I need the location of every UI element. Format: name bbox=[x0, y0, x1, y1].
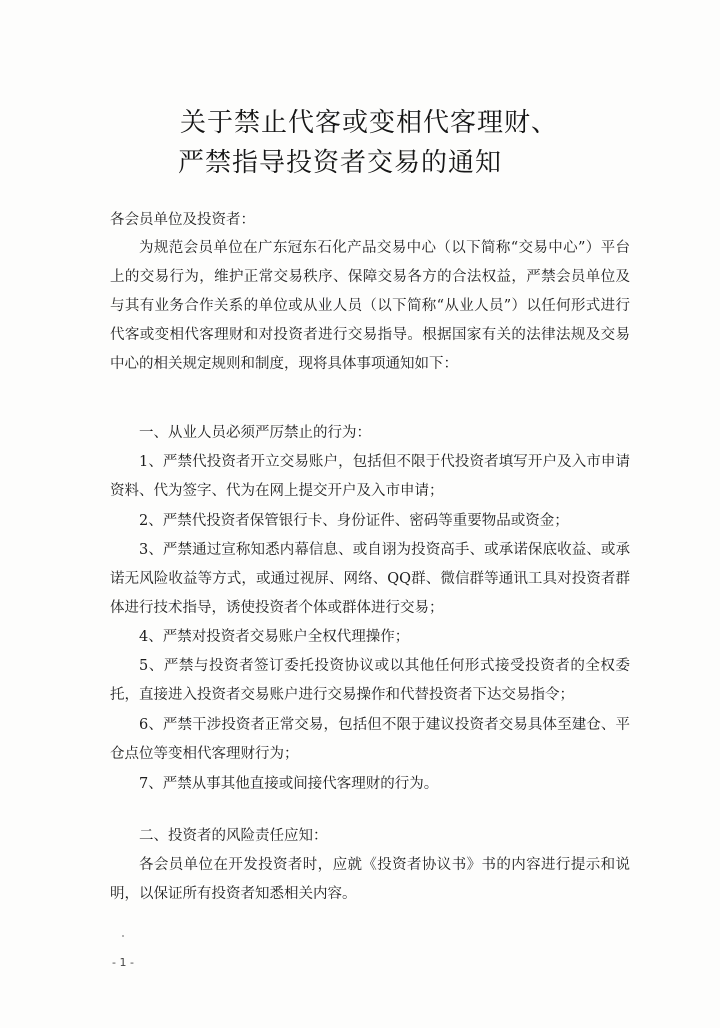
section-1-item-3: 3、严禁通过宣称知悉内幕信息、或自诩为投资高手、或承诺保底收益、或承诺无风险收益等方式，或通过视屏、网络、QQ群、微信群等通讯工具对投资者群体进行技术指导，诱使投资者个体或群体进行交易； bbox=[110, 542, 630, 616]
document-title-line-1: 关于禁止代客或变相代客理财、 bbox=[179, 108, 558, 138]
section-1-item-5: 5、严禁与投资者签订委托投资协议或以其他任何形式接受投资者的全权委托，直接进入投资者交易账户进行交易操作和代替投资者下达交易指令； bbox=[110, 658, 630, 703]
document-title-line-2: 严禁指导投资者交易的通知 bbox=[177, 148, 502, 178]
section-2-heading: 二、投资者的风险责任应知： bbox=[139, 828, 328, 844]
section-1-item-4: 4、严禁对投资者交易账户全权代理操作； bbox=[139, 629, 410, 645]
salutation: 各会员单位及投资者： bbox=[110, 212, 255, 228]
section-1-item-1: 1、严禁代投资者开立交易账户，包括但不限于代投资者填写开户及入市申请资料、代为签字、代为在网上提交开户及入市申请； bbox=[110, 454, 630, 499]
section-1-item-2: 2、严禁代投资者保管银行卡、身份证件、密码等重要物品或资金； bbox=[139, 513, 569, 529]
page-number: - 1 - bbox=[112, 956, 134, 969]
section-1-item-6: 6、严禁干涉投资者正常交易，包括但不限于建议投资者交易具体至建仓、平仓点位等变相代客理财行为； bbox=[110, 717, 630, 762]
intro-paragraph: 为规范会员单位在广东冠东石化产品交易中心（以下简称“交易中心”）平台上的交易行为，维护正常交易秩序、保障交易各方的合法权益，严禁会员单位及与其有业务合作关系的单位或从业人员（以下简称“从业人员”）以任何形式进行代客或变相代客理财和对投资者进行交易指导。根据国家有关的法律法规及交易中心的相关规定规则和制度，现将具体事项通知如下： bbox=[110, 240, 630, 372]
section-1-item-7: 7、严禁从事其他直接或间接代客理财的行为。 bbox=[139, 776, 439, 792]
scan-speck bbox=[122, 935, 124, 937]
risk-paragraph: 各会员单位在开发投资者时，应就《投资者协议书》书的内容进行提示和说明，以保证所有投资者知悉相关内容。 bbox=[110, 857, 630, 902]
section-1-heading: 一、从业人员必须严厉禁止的行为： bbox=[139, 425, 371, 441]
